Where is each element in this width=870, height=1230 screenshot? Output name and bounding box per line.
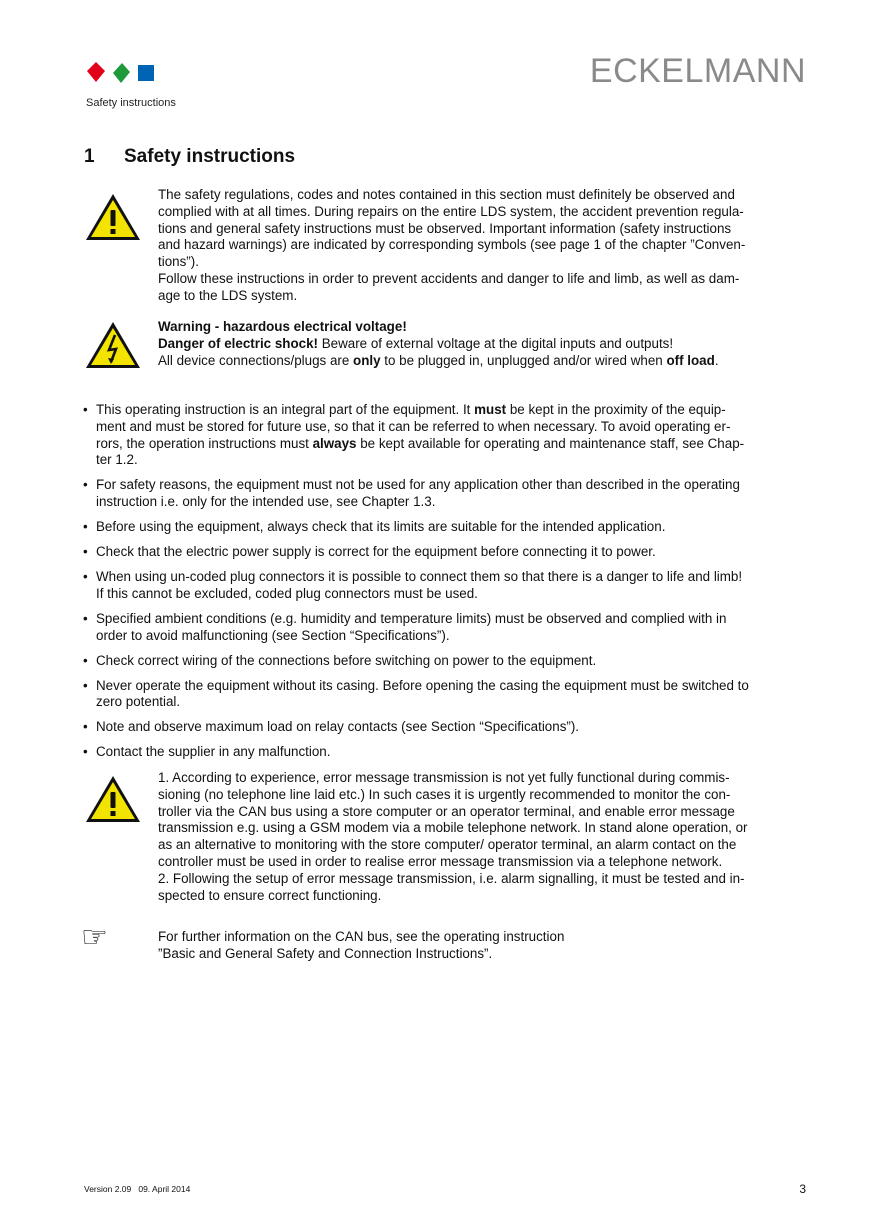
intro-paragraph (158, 187, 810, 305)
intro-line: complied with at all times. During repairs on the entire LDS system, the accident prevention regula- (158, 203, 744, 219)
bullet-dot: • (83, 569, 88, 585)
blue-square-mark (138, 65, 154, 81)
list-item (83, 569, 813, 603)
intro-line: The safety regulations, codes and notes contained in this section must definitely be observed and (158, 187, 735, 202)
emphasis-must: must (474, 402, 507, 417)
emphasis-only: only (353, 352, 381, 368)
list-item (83, 611, 813, 645)
list-item (83, 402, 813, 469)
list-item (83, 653, 813, 670)
bullet-dot: • (83, 519, 88, 535)
eckelmann-logo-marks (86, 60, 158, 84)
bullet-text: Check correct wiring of the connections before switching on power to the equipment. (96, 652, 597, 668)
electric-shock-text: Beware of external voltage at the digital inputs and outputs! (318, 335, 674, 351)
bullet-dot: • (83, 544, 88, 560)
bullet-text: Contact the supplier in any malfunction. (96, 744, 331, 760)
footer-version: Version 2.09 09. April 2014 (84, 1184, 191, 1194)
error-transmission-note (158, 770, 810, 904)
section-title-text: Safety instructions (124, 146, 296, 167)
bullet-text: ment and must be stored for future use, so that it can be referred to when necessary. To avoid operating er- (96, 418, 731, 434)
warning-triangle-icon (84, 192, 142, 242)
warning-triangle-icon (84, 774, 142, 824)
red-diamond-mark (87, 62, 105, 82)
note-line: as an alternative to monitoring with the store computer/ operator terminal, an alarm contact on the (158, 837, 737, 853)
connections-text: All device connections/plugs are (158, 352, 354, 368)
bullet-dot: • (83, 744, 88, 760)
note-line: controller must be used in order to realise error message transmission via a telephone network. (158, 853, 723, 869)
note-line: transmission e.g. using a GSM modem via a mobile telephone network. In stand alone operation, or (158, 820, 748, 836)
bullet-text: Never operate the equipment without its casing. Before opening the casing the equipment must be switched to (96, 677, 749, 693)
emphasis-off-load: off load (666, 352, 715, 368)
connections-text: to be plugged in, unplugged and/or wired when (380, 352, 667, 368)
list-item (83, 719, 813, 736)
reference-line: For further information on the CAN bus, see the operating instruction (158, 929, 565, 944)
note-line: spected to ensure correct functioning. (158, 887, 382, 903)
bullet-text: Note and observe maximum load on relay contacts (see Section “Specifications”). (96, 719, 580, 735)
bullet-dot: • (83, 677, 88, 693)
bullet-text: rors, the operation instructions must (96, 435, 313, 451)
green-diamond-mark (113, 63, 130, 83)
running-header: Safety instructions (86, 97, 176, 109)
intro-line: and hazard warnings) are indicated by corresponding symbols (see page 1 of the chapter ”Conven- (158, 237, 746, 253)
bullet-dot: • (83, 477, 88, 493)
bullet-text: Check that the electric power supply is correct for the equipment before connecting it to power. (96, 544, 656, 560)
note-line: troller via the CAN bus using a store computer or an operator terminal, and enable error message (158, 803, 735, 819)
bullet-text: This operating instruction is an integral part of the equipment. It (96, 402, 475, 417)
bullet-text: be kept available for operating and maintenance staff, see Chap- (356, 435, 745, 451)
electrical-warning (158, 319, 810, 369)
bullet-text: Specified ambient conditions (e.g. humidity and temperature limits) must be observed and complied with in (96, 610, 727, 626)
bullet-text: order to avoid malfunctioning (see Section “Specifications”). (96, 627, 450, 643)
note-line: 2. Following the setup of error message transmission, i.e. alarm signalling, it must be tested and in- (158, 870, 745, 886)
section-number: 1 (84, 146, 95, 167)
bullet-dot: • (83, 719, 88, 735)
bullet-dot: • (83, 652, 88, 668)
list-item (83, 477, 813, 511)
intro-line: age to the LDS system. (158, 287, 298, 303)
bullet-text: When using un-coded plug connectors it is possible to connect them so that there is a danger to life and limb! (96, 569, 743, 585)
intro-line: tions and general safety instructions must be observed. Important information (safety instructions (158, 220, 732, 236)
list-item (83, 544, 813, 561)
list-item (83, 519, 813, 536)
emphasis-always: always (312, 435, 357, 451)
list-item (83, 678, 813, 712)
electrical-hazard-icon (84, 320, 142, 370)
brand-logo-text: ECKELMANN (589, 52, 806, 90)
bullet-text: For safety reasons, the equipment must not be used for any application other than described in the operating (96, 477, 740, 493)
can-bus-reference (158, 929, 810, 963)
section-title (84, 146, 295, 168)
intro-line: tions”). (158, 254, 199, 270)
electrical-heading: Warning - hazardous electrical voltage! (158, 319, 407, 334)
bullet-text: If this cannot be excluded, coded plug connectors must be used. (96, 585, 478, 601)
reference-line: ”Basic and General Safety and Connection Instructions”. (158, 945, 493, 961)
bullet-text: be kept in the proximity of the equip- (506, 402, 726, 417)
bullet-dot: • (83, 610, 88, 626)
connections-text: . (714, 352, 719, 368)
bullet-text: zero potential. (96, 694, 181, 710)
list-item (83, 744, 813, 761)
intro-line: Follow these instructions in order to prevent accidents and danger to life and limb, as well as dam- (158, 270, 740, 286)
note-line: 1. According to experience, error message transmission is not yet fully functional during commis- (158, 770, 730, 785)
bullet-dot: • (83, 402, 88, 417)
electric-shock-bold: Danger of electric shock! (158, 335, 318, 351)
page-number: 3 (799, 1182, 806, 1196)
bullet-text: Before using the equipment, always check that its limits are suitable for the intended application. (96, 519, 666, 535)
safety-bullet-list (83, 402, 813, 769)
bullet-text: ter 1.2. (96, 452, 138, 468)
pointing-hand-icon: ☞ (81, 920, 108, 955)
bullet-text: instruction i.e. only for the intended use, see Chapter 1.3. (96, 494, 436, 510)
note-line: sioning (no telephone line laid etc.) In such cases it is urgently recommended to monitor the con- (158, 786, 731, 802)
